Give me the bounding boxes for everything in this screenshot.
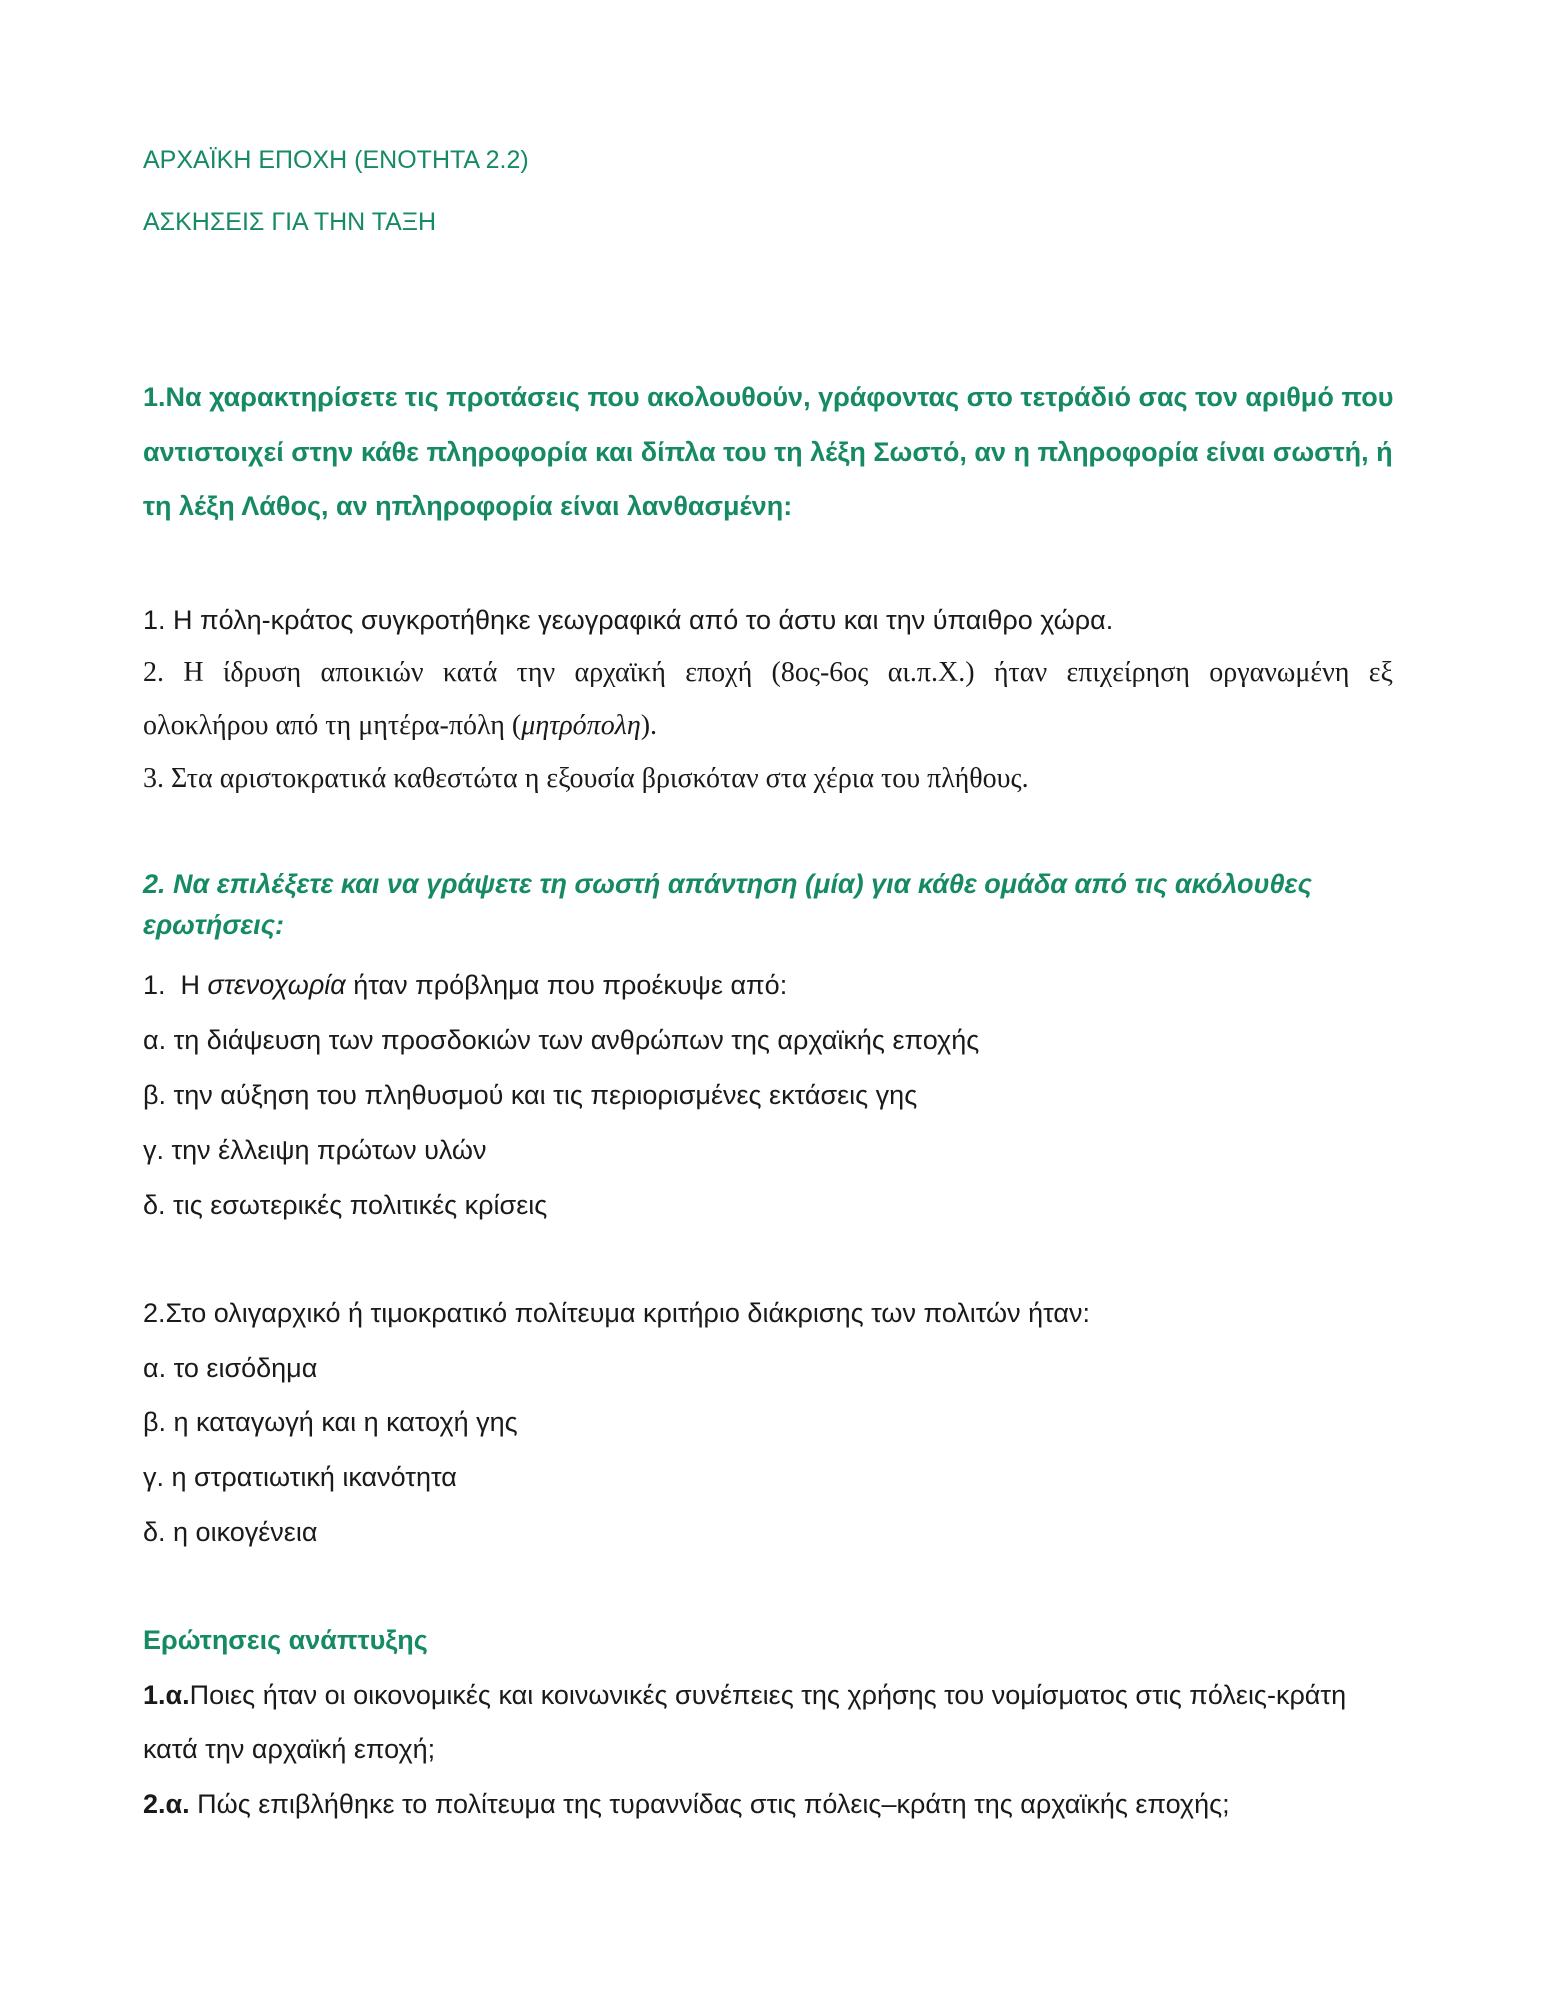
question-1-option-a: α. τη διάψευση των προσδοκιών των ανθρώπων της αρχαϊκής εποχής bbox=[143, 1025, 980, 1055]
statement-2-prefix: ολοκλήρου από τη μητέρα-πόλη ( bbox=[143, 710, 522, 741]
exercise2-instruction-line-2: ερωτήσεις: bbox=[143, 910, 285, 940]
development-question-1 bbox=[143, 1680, 1346, 1711]
exercise2-question-2: 2.Στο ολιγαρχικό ή τιμοκρατικό πολίτευμα κριτήριο διάκρισης των πολιτών ήταν: bbox=[143, 1298, 1090, 1328]
question-2-option-b: β. η καταγωγή και η κατοχή γης bbox=[143, 1407, 518, 1437]
question-1-option-d: δ. τις εσωτερικές πολιτικές κρίσεις bbox=[143, 1190, 548, 1220]
exercise1-instruction-line-2: αντιστοιχεί στην κάθε πληροφορία και δίπλα του τη λέξη Σωστό, αν η πληροφορία είναι σωστή, ή bbox=[143, 437, 1393, 467]
development-question-2-text: Πώς επιβλήθηκε το πολίτευμα της τυραννίδας στις πόλεις–κράτη της αρχαϊκής εποχής; bbox=[189, 1789, 1230, 1819]
document-title: ΑΡΧΑΪΚΗ ΕΠΟΧΗ (ΕΝΟΤΗΤΑ 2.2) bbox=[143, 146, 529, 174]
exercise1-instruction-line-3: τη λέξη Λάθος, αν ηπληροφορία είναι λανθασμένη: bbox=[143, 491, 793, 521]
exercise1-statement-2-line-1: 2. Η ίδρυση αποικιών κατά την αρχαϊκή εποχή (8ος-6ος αι.π.Χ.) ήταν επιχείρηση οργανωμένη εξ bbox=[143, 657, 1393, 688]
question-1-italic-term: στενοχωρία bbox=[207, 970, 346, 1000]
question-1-option-c: γ. την έλλειψη πρώτων υλών bbox=[143, 1135, 487, 1165]
exercise2-question-1 bbox=[143, 970, 787, 1001]
development-heading: Ερώτησεις ανάπτυξης bbox=[143, 1625, 428, 1655]
exercise1-instruction-line-1: 1.Να χαρακτηρίσετε τις προτάσεις που ακολουθούν, γράφοντας στο τετράδιό σας τον αριθμό που bbox=[143, 382, 1394, 412]
document-subtitle: ΑΣΚΗΣΕΙΣ ΓΙΑ ΤΗΝ ΤΑΞΗ bbox=[143, 208, 437, 236]
development-question-1-text: Ποιες ήταν οι οικονομικές και κοινωνικές συνέπειες της χρήσης του νομίσματος στις πόλεις-κράτη bbox=[189, 1680, 1347, 1710]
development-question-1-line-2: κατά την αρχαϊκή εποχή; bbox=[143, 1734, 436, 1764]
development-question-1-label: 1.α. bbox=[143, 1680, 190, 1710]
development-question-2-label: 2.α. bbox=[143, 1789, 190, 1819]
statement-2-italic-term: μητρόπολη bbox=[521, 710, 641, 741]
question-1-suffix: ήταν πρόβλημα που προέκυψε από: bbox=[345, 970, 788, 1000]
exercise1-statement-3: 3. Στα αριστοκρατικά καθεστώτα η εξουσία βρισκόταν στα χέρια του πλήθους. bbox=[143, 763, 1029, 794]
exercise2-instruction-line-1: 2. Να επιλέξετε και να γράψετε τη σωστή απάντηση (μία) για κάθε ομάδα από τις ακόλουθες bbox=[143, 869, 1312, 899]
development-question-2 bbox=[143, 1789, 1230, 1820]
question-1-prefix: 1. Η bbox=[143, 970, 208, 1000]
question-1-option-b: β. την αύξηση του πληθυσμού και τις περιορισμένες εκτάσεις γης bbox=[143, 1080, 918, 1110]
question-2-option-a: α. το εισόδημα bbox=[143, 1353, 318, 1383]
statement-2-suffix: ). bbox=[640, 710, 658, 741]
exercise1-statement-1: 1. Η πόλη-κράτος συγκροτήθηκε γεωγραφικά από το άστυ και την ύπαιθρο χώρα. bbox=[143, 605, 1114, 635]
exercise1-statement-2-line-2 bbox=[143, 710, 657, 742]
question-2-option-d: δ. η οικογένεια bbox=[143, 1517, 318, 1547]
question-2-option-c: γ. η στρατιωτική ικανότητα bbox=[143, 1462, 457, 1492]
